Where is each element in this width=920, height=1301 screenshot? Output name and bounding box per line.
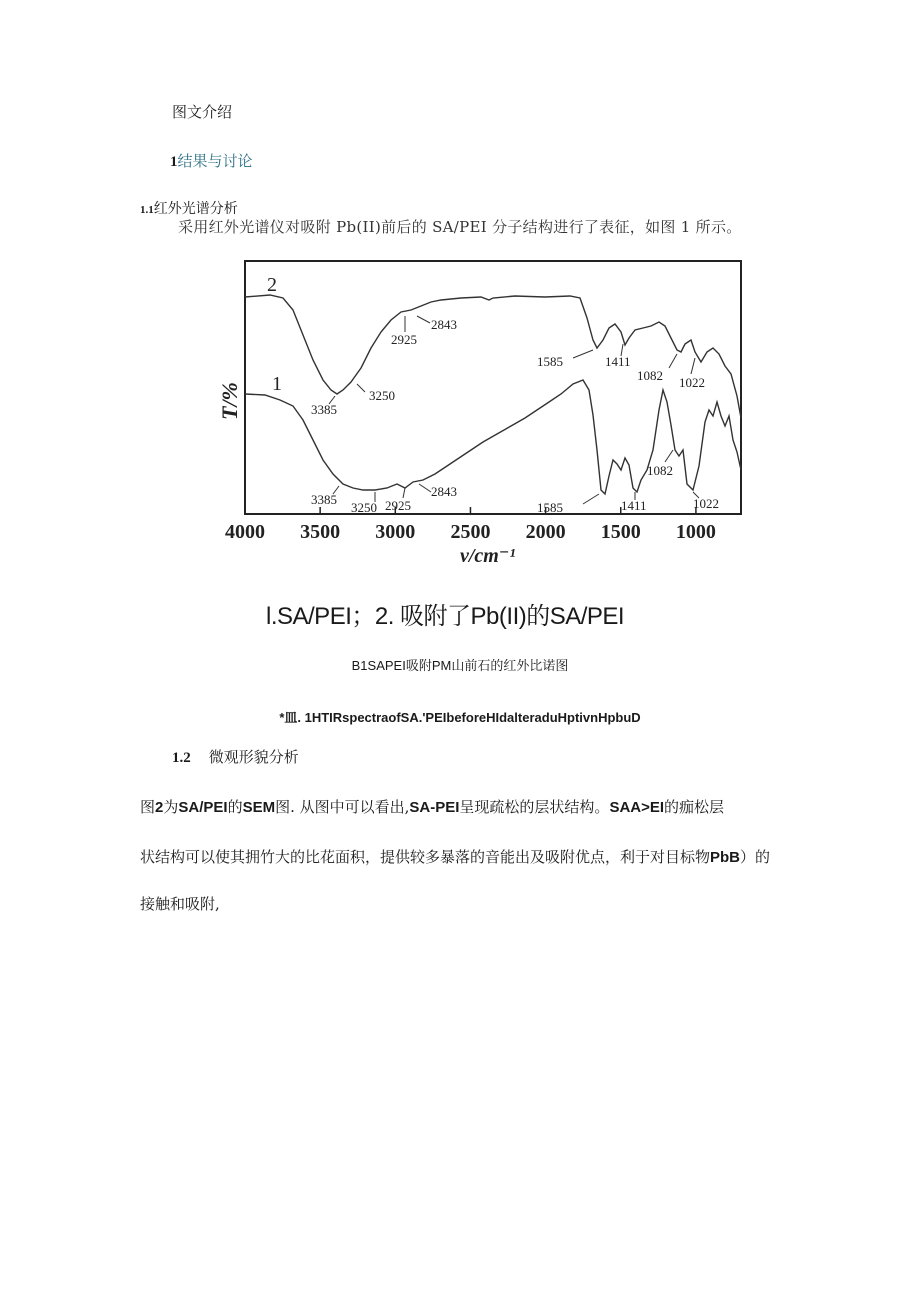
intro-heading: 图文介绍 (172, 103, 233, 121)
paragraph-line-3: 接触和吸附, (140, 895, 220, 913)
x-tick-label-2500: 2500 (450, 521, 491, 543)
ir-spectrum-chart (217, 240, 747, 580)
y-axis-label: T/% (217, 382, 242, 420)
series-2-annotations (311, 317, 705, 417)
subsection-title: 红外光谱分析 (153, 201, 238, 217)
section-heading-1 (170, 150, 253, 171)
annotation-3385: 3385 (311, 402, 337, 417)
subsection-number: 1.2 (172, 750, 191, 766)
x-axis-label: ν/cm⁻¹ (460, 545, 516, 567)
annotation-1022-b: 1022 (693, 496, 719, 511)
text-run: 的 (227, 798, 243, 816)
series-2-label: 2 (267, 274, 277, 296)
x-tick-label-2000: 2000 (525, 521, 566, 543)
text-run: 的痂松层 (664, 798, 725, 816)
text-run: 呈现疏松的层状结构。 (459, 798, 610, 816)
annotation-1585: 1585 (537, 354, 563, 369)
text-run: 为 (163, 798, 179, 816)
annotation-3250: 3250 (369, 388, 395, 403)
annotation-2925-b: 2925 (385, 498, 411, 513)
text-run-bold: SA-PEI (409, 799, 460, 816)
annotation-3250-b: 3250 (351, 500, 377, 515)
text-run-bold: 2 (155, 799, 164, 816)
text-run: 图. 从图中可以看出, (275, 798, 410, 816)
figure-intro-sentence: 采用红外光谱仪对吸附 Pb(II)前后的 SA/PEI 分子结构进行了表征，如图 1 所示。 (178, 218, 742, 236)
section-title: 结果与讨论 (177, 152, 253, 170)
figure-caption-en: *皿. 1HTIRspectraofSA.'PEIbeforeHIdalteraduHptivnHpbuD (279, 710, 641, 725)
series-1-annotations (311, 463, 719, 515)
subsection-heading-1-2 (172, 746, 299, 767)
annotation-1585-b: 1585 (537, 500, 563, 515)
text-run: ）的 (740, 848, 771, 866)
annotation-2843: 2843 (431, 317, 457, 332)
figure-caption-cn: B1SAPEI吸附PM山前石的红外比诺图 (351, 658, 569, 673)
subsection-heading-1-1 (140, 198, 238, 218)
figure-legend: l.SA/PEI；2. 吸附了Pb(II)的SA/PEI (266, 603, 625, 630)
x-tick-label-3000: 3000 (375, 521, 416, 543)
text-run-bold: SAA>EI (609, 799, 665, 816)
annotation-1022: 1022 (679, 375, 705, 390)
paragraph-line-2 (140, 846, 800, 867)
x-tick-label-1000: 1000 (675, 521, 716, 543)
text-run-bold: SA/PEI (178, 799, 228, 816)
annotation-1082-b: 1082 (647, 463, 673, 478)
annotation-1082: 1082 (637, 368, 663, 383)
annotation-2843-b: 2843 (431, 484, 457, 499)
x-tick-label-3500: 3500 (300, 521, 341, 543)
subsection-number: 1.1 (140, 204, 154, 216)
annotation-2925: 2925 (391, 332, 417, 347)
subsection-title: 微观形貌分析 (208, 748, 299, 766)
x-axis-tick-labels (225, 521, 716, 543)
series-1-label: 1 (272, 373, 282, 395)
paragraph-line-1 (140, 796, 800, 817)
series-1-annotation-arrows (333, 450, 699, 504)
x-tick-label-4000: 4000 (225, 521, 265, 543)
annotation-1411-b: 1411 (621, 498, 647, 513)
section-number: 1 (170, 154, 178, 170)
annotation-1411: 1411 (605, 354, 631, 369)
text-run-bold: PbB (710, 849, 741, 866)
x-tick-label-1500: 1500 (600, 521, 641, 543)
text-run-bold: SEM (242, 799, 276, 816)
annotation-3385-b: 3385 (311, 492, 337, 507)
text-run: 状结构可以使其拥竹大的比花面积，提供较多暴落的音能出及吸附优点，利于对目标物 (140, 848, 711, 866)
text-run: 图 (140, 798, 156, 816)
